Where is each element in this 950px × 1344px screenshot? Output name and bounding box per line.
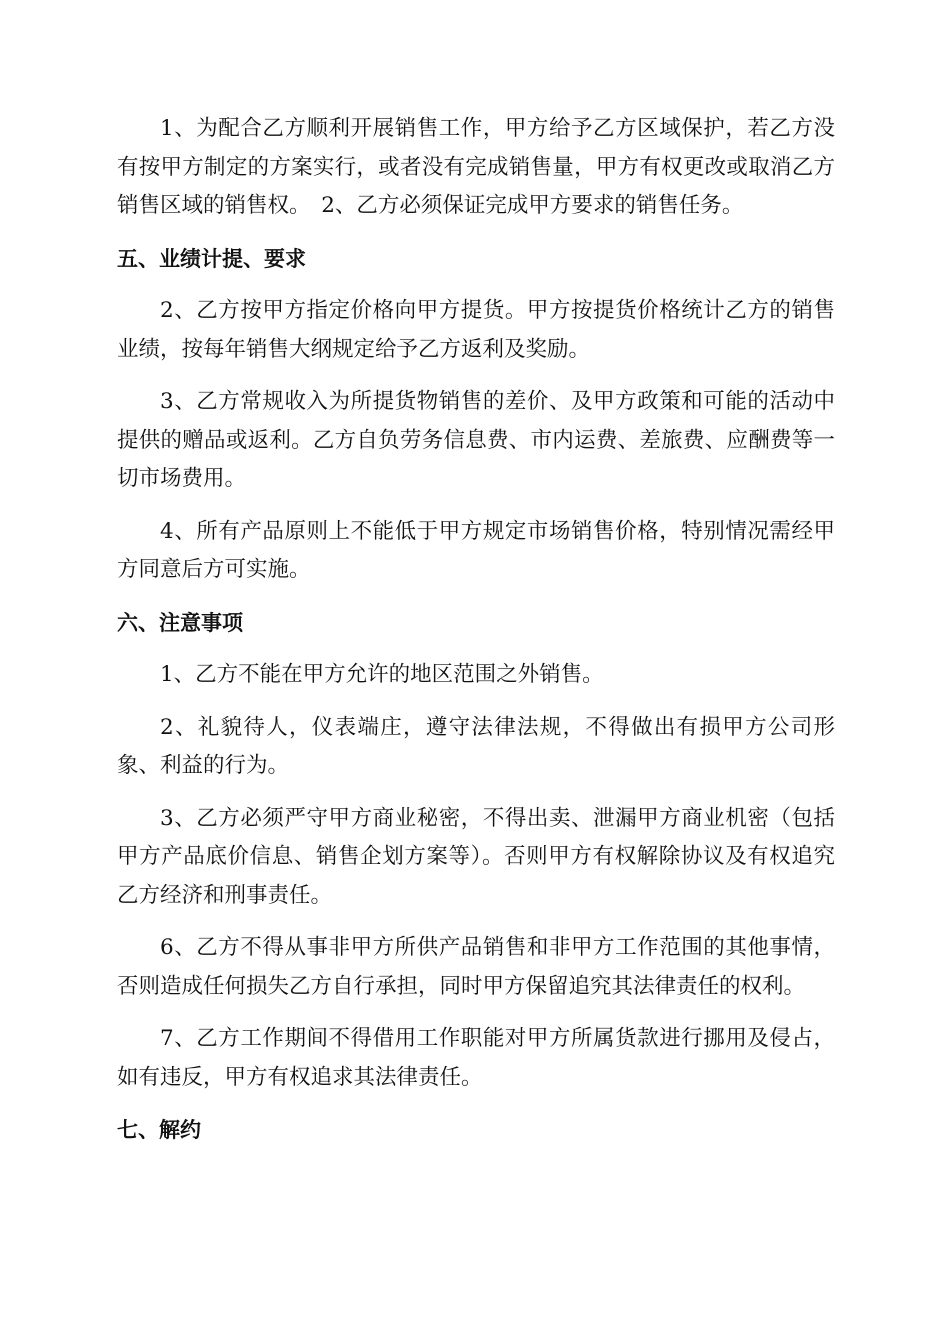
document-page xyxy=(117,110,835,1164)
section-heading: 七、解约 xyxy=(117,1118,201,1142)
clause-paragraph: 7、乙方工作期间不得借用工作职能对甲方所属货款进行挪用及侵占，如有违反，甲方有权追求其法律责任。 xyxy=(117,1026,835,1090)
clause-paragraph: 3、乙方必须严守甲方商业秘密，不得出卖、泄漏甲方商业机密（包括甲方产品底价信息、销售企划方案等）。否则甲方有权解除协议及有权追究乙方经济和刑事责任。 xyxy=(117,805,835,908)
clause-paragraph: 4、所有产品原则上不能低于甲方规定市场销售价格，特别情况需经甲方同意后方可实施。 xyxy=(117,518,835,582)
section-heading: 六、注意事项 xyxy=(117,610,243,635)
clause-paragraph: 1、为配合乙方顺利开展销售工作，甲方给予乙方区域保护，若乙方没有按甲方制定的方案实行，或者没有完成销售量，甲方有权更改或取消乙方销售区域的销售权。 2、乙方必须保证完成甲方要求的销售任务。 xyxy=(117,116,835,218)
clause-paragraph: 6、乙方不得从事非甲方所供产品销售和非甲方工作范围的其他事情，否则造成任何损失乙方自行承担，同时甲方保留追究其法律责任的权利。 xyxy=(117,935,835,999)
section-heading: 五、业绩计提、要求 xyxy=(117,246,306,271)
clause-paragraph: 2、乙方按甲方指定价格向甲方提货。甲方按提货价格统计乙方的销售业绩，按每年销售大纲规定给予乙方返利及奖励。 xyxy=(117,298,835,362)
clause-paragraph: 2、礼貌待人，仪表端庄，遵守法律法规，不得做出有损甲方公司形象、利益的行为。 xyxy=(117,714,835,778)
clause-paragraph: 1、乙方不能在甲方允许的地区范围之外销售。 xyxy=(160,662,604,687)
clause-paragraph: 3、乙方常规收入为所提货物销售的差价、及甲方政策和可能的活动中提供的赠品或返利。乙方自负劳务信息费、市内运费、差旅费、应酬费等一切市场费用。 xyxy=(117,389,835,491)
